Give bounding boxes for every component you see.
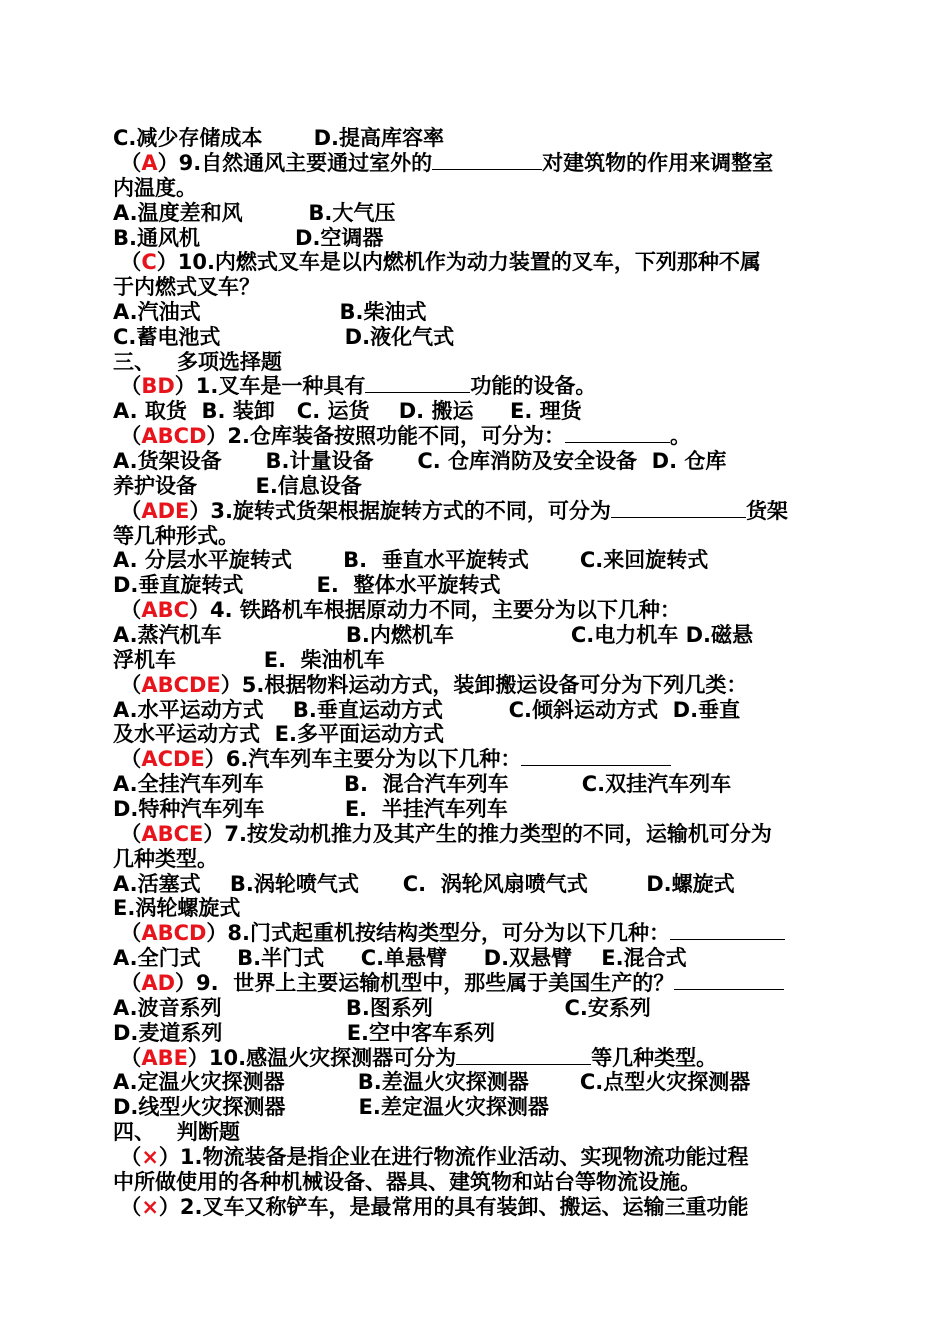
line-text: D.麦道系列 E.空中客车系列 <box>113 1021 496 1045</box>
answer-mark: ABCE <box>141 822 204 846</box>
text-line <box>113 499 788 524</box>
answer-mark: × <box>141 1195 159 1219</box>
text-line <box>113 325 454 350</box>
line-text: A.水平运动方式 B.垂直运动方式 C.倾斜运动方式 D.垂直 <box>113 698 741 722</box>
line-text: （ <box>113 424 142 448</box>
text-line <box>113 275 260 300</box>
text-line <box>113 399 582 424</box>
question-text: ）9.自然通风主要通过室外的 <box>157 151 433 175</box>
line-text: （ <box>113 598 142 622</box>
text-line <box>113 1145 749 1170</box>
line-text: （ <box>113 1145 142 1169</box>
text-line <box>113 350 282 375</box>
text-line <box>113 524 239 549</box>
question-text: ）2.叉车又称铲车，是最常用的具有装卸、搬运、运输三重功能 <box>158 1195 749 1219</box>
line-text: 四、 判断题 <box>113 1120 240 1144</box>
question-text: ）10.内燃式叉车是以内燃机作为动力装置的叉车，下列那种不属 <box>156 250 761 274</box>
text-line <box>113 226 383 251</box>
question-text: ）2.仓库装备按照功能不同，可分为： <box>206 424 566 448</box>
text-line <box>113 176 197 201</box>
line-text: A.蒸汽机车 B.内燃机车 C.电力机车 D.磁悬 <box>113 623 753 647</box>
text-line <box>113 1070 750 1095</box>
answer-mark: ADE <box>141 499 190 523</box>
line-text: D.线型火灾探测器 E.差定温火灾探测器 <box>113 1095 549 1119</box>
text-line <box>113 921 785 946</box>
fill-blank <box>674 971 784 990</box>
fill-blank <box>611 499 746 518</box>
text-line <box>113 151 773 176</box>
text-line <box>113 996 651 1021</box>
line-text: （ <box>113 1195 142 1219</box>
line-text: A.全门式 B.半门式 C.单悬臂 D.双悬臂 E.混合式 <box>113 946 687 970</box>
line-text: （ <box>113 1046 142 1070</box>
answer-mark: ABCD <box>141 424 207 448</box>
text-line <box>113 598 681 623</box>
line-text: A.货架设备 B.计量设备 C. 仓库消防及安全设备 D. 仓库 <box>113 449 727 473</box>
text-line <box>113 847 218 872</box>
line-text: E.涡轮螺旋式 <box>113 896 241 920</box>
line-text: 等几种形式。 <box>113 524 239 548</box>
text-line <box>113 374 596 399</box>
question-text: ）7.按发动机推力及其产生的推力类型的不同，运输机可分为 <box>203 822 772 846</box>
text-line <box>113 1120 240 1145</box>
text-line <box>113 698 740 723</box>
question-text: ）8.门式起重机按结构类型分，可分为以下几种： <box>206 921 671 945</box>
text-line <box>113 722 444 747</box>
line-text: A.定温火灾探测器 B.差温火灾探测器 C.点型火灾探测器 <box>113 1070 751 1094</box>
line-text: 及水平运动方式 E.多平面运动方式 <box>113 722 444 746</box>
text-line <box>113 1195 749 1220</box>
text-line <box>113 1170 701 1195</box>
line-text: A. 分层水平旋转式 B. 垂直水平旋转式 C.来回旋转式 <box>113 548 709 572</box>
text-line <box>113 946 687 971</box>
line-text: A. 取货 B. 装卸 C. 运货 D. 搬运 E. 理货 <box>113 399 582 423</box>
text-line <box>113 797 508 822</box>
line-text: 浮机车 E. 柴油机车 <box>113 648 385 672</box>
line-text: D.垂直旋转式 E. 整体水平旋转式 <box>113 573 501 597</box>
line-text: 内温度。 <box>113 176 197 200</box>
fill-blank <box>565 424 670 443</box>
line-text: A.活塞式 B.涡轮喷气式 C. 涡轮风扇喷气式 D.螺旋式 <box>113 872 735 896</box>
line-text: （ <box>113 822 142 846</box>
fill-blank <box>521 747 671 766</box>
answer-mark: × <box>141 1145 159 1169</box>
line-text: （ <box>113 374 142 398</box>
text-line <box>113 772 731 797</box>
line-text: A.温度差和风 B.大气压 <box>113 201 396 225</box>
text-line <box>113 449 726 474</box>
question-text-tail: 等几种类型。 <box>591 1046 718 1070</box>
line-text: A.汽油式 B.柴油式 <box>113 300 427 324</box>
question-text: ）1.叉车是一种具有 <box>174 374 366 398</box>
fill-blank <box>456 1046 591 1065</box>
text-line <box>113 250 761 275</box>
text-line <box>113 822 772 847</box>
text-line <box>113 896 240 921</box>
answer-mark: C <box>141 250 157 274</box>
text-line <box>113 201 395 226</box>
question-text-tail: 。 <box>670 424 692 448</box>
answer-mark: ABE <box>141 1046 188 1070</box>
question-text-tail: 货架 <box>745 499 788 523</box>
question-text: ）5.根据物料运动方式，装卸搬运设备可分为下列几类： <box>220 673 748 697</box>
answer-mark: ABCD <box>141 921 207 945</box>
text-line <box>113 126 444 151</box>
line-text: （ <box>113 151 142 175</box>
line-text: （ <box>113 499 142 523</box>
question-text: ）3.旋转式货架根据旋转方式的不同，可分为 <box>189 499 611 523</box>
line-text: （ <box>113 673 142 697</box>
text-line <box>113 872 735 897</box>
question-text: ）6.汽车列车主要分为以下几种： <box>204 747 522 771</box>
text-line <box>113 573 500 598</box>
text-line <box>113 548 708 573</box>
fill-blank <box>365 374 470 393</box>
line-text: （ <box>113 971 142 995</box>
question-text: ）1.物流装备是指企业在进行物流作业活动、实现物流功能过程 <box>158 1145 749 1169</box>
question-text: ）9. 世界上主要运输机型中，那些属于美国生产的？ <box>175 971 675 995</box>
text-line <box>113 747 671 772</box>
line-text: （ <box>113 250 142 274</box>
text-line <box>113 1095 549 1120</box>
line-text: D.特种汽车列车 E. 半挂汽车列车 <box>113 797 508 821</box>
fill-blank <box>670 921 785 940</box>
line-text: A.全挂汽车列车 B. 混合汽车列车 C.双挂汽车列车 <box>113 772 732 796</box>
answer-mark: AD <box>141 971 175 995</box>
line-text: 三、 多项选择题 <box>113 350 282 374</box>
line-text: B.通风机 D.空调器 <box>113 226 384 250</box>
line-text: （ <box>113 921 142 945</box>
answer-mark: ACDE <box>141 747 205 771</box>
line-text: A.波音系列 B.图系列 C.安系列 <box>113 996 651 1020</box>
text-line <box>113 623 753 648</box>
line-text: （ <box>113 747 142 771</box>
text-line <box>113 300 427 325</box>
text-line <box>113 971 784 996</box>
question-text: ）10.感温火灾探测器可分为 <box>187 1046 457 1070</box>
line-text: 养护设备 E.信息设备 <box>113 474 362 498</box>
answer-mark: ABCDE <box>141 673 221 697</box>
answer-mark: BD <box>141 374 175 398</box>
line-text: 几种类型。 <box>113 847 218 871</box>
line-text: C.蓄电池式 D.液化气式 <box>113 325 455 349</box>
question-text-tail: 对建筑物的作用来调整室 <box>542 151 774 175</box>
text-line <box>113 424 691 449</box>
line-text: 于内燃式叉车？ <box>113 275 260 299</box>
answer-mark: A <box>141 151 158 175</box>
text-line <box>113 648 385 673</box>
line-text: C.减少存储成本 D.提高库容率 <box>113 126 444 150</box>
question-text-tail: 功能的设备。 <box>470 374 597 398</box>
text-line <box>113 1021 495 1046</box>
text-line <box>113 1046 717 1071</box>
question-text: ）4. 铁路机车根据原动力不同，主要分为以下几种： <box>188 598 681 622</box>
answer-mark: ABC <box>141 598 189 622</box>
text-line <box>113 673 747 698</box>
fill-blank <box>432 151 542 170</box>
text-line <box>113 474 362 499</box>
line-text: 中所做使用的各种机械设备、器具、建筑物和站台等物流设施。 <box>113 1170 701 1194</box>
